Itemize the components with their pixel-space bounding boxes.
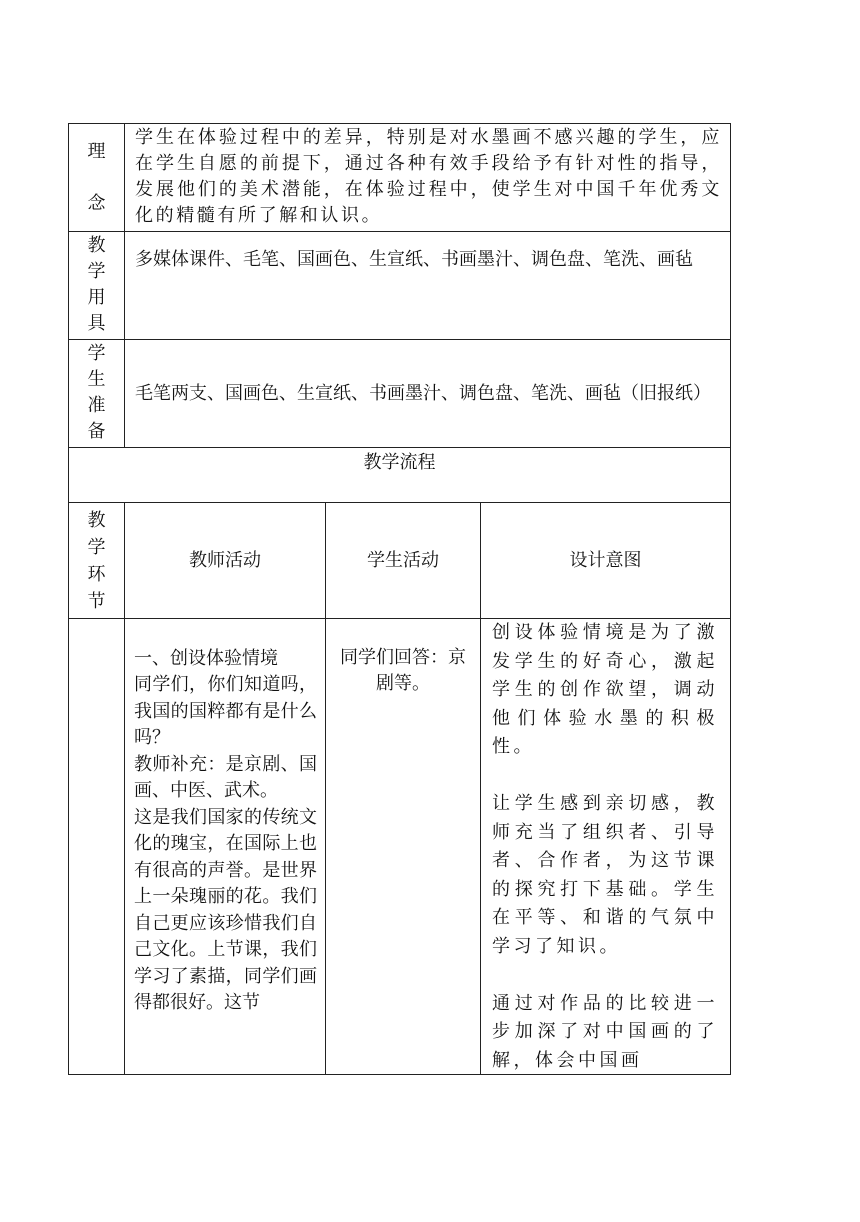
first-stage-cell bbox=[69, 619, 125, 1075]
philosophy-text-cell bbox=[125, 124, 731, 232]
philosophy-label-cell bbox=[69, 124, 125, 232]
flow-title-cell bbox=[69, 448, 731, 503]
tools-text-cell bbox=[125, 232, 731, 340]
prep-row bbox=[69, 340, 731, 448]
philosophy-row bbox=[69, 124, 731, 232]
header-student: 学生活动 bbox=[367, 549, 439, 571]
first-intent-text: 创设体验情境是为了激发学生的好奇心，激起学生的创作欲望，调动他们体验水墨的积极性。 让学生感到亲切感，教师充当了组织者、引导者、合作者，为这节课的探究打下基础。学生在平等、和谐的气氛中学习了知识。 通过对作品的比较进一步加深了对中国画的了解，体会中国画 bbox=[492, 622, 718, 1071]
header-intent: 设计意图 bbox=[569, 549, 642, 571]
tools-label-cell bbox=[69, 232, 125, 340]
prep-text-cell bbox=[125, 340, 731, 448]
header-intent-cell bbox=[481, 503, 731, 619]
flow-title: 教学流程 bbox=[363, 452, 436, 473]
philosophy-text: 学生在体验过程中的差异，特别是对水墨画不感兴趣的学生，应在学生自愿的前提下，通过各种有效手段给予有针对性的指导，发展他们的美术潜能，在体验过程中，使学生对中国千年优秀文化的精髓有所了解和认识。 bbox=[135, 127, 722, 226]
flow-title-row bbox=[69, 448, 731, 503]
philosophy-label: 理 念 bbox=[87, 140, 106, 214]
first-student-text: 同学们回答：京剧等。 bbox=[340, 647, 466, 694]
lesson-plan-table bbox=[68, 123, 731, 1075]
tools-text: 多媒体课件、毛笔、国画色、生宣纸、书画墨汁、调色盘、笔洗、画毡 bbox=[135, 249, 693, 270]
header-stage: 教 学 环 节 bbox=[87, 509, 106, 612]
header-student-cell bbox=[326, 503, 481, 619]
tools-row bbox=[69, 232, 731, 340]
first-teacher-text: 一、创设体验情境 同学们，你们知道吗，我国的国粹都有是什么吗？ 教师补充：是京剧、国画、中医、武术。 这是我们国家的传统文化的瑰宝，在国际上也有很高的声誉。是世界上一朵瑰丽的花。我们自己更应该珍惜我们自己文化。上节课，我们学习了素描，同学们画得都很好。这节 bbox=[134, 647, 317, 1013]
prep-label: 学 生 准 备 bbox=[87, 343, 106, 442]
header-teacher: 教师活动 bbox=[189, 549, 261, 571]
first-intent-cell bbox=[481, 619, 731, 1075]
tools-label: 教 学 用 具 bbox=[87, 235, 106, 334]
first-student-cell bbox=[326, 619, 481, 1075]
first-teacher-cell bbox=[125, 619, 326, 1075]
first-stage-row bbox=[69, 619, 731, 1075]
header-row bbox=[69, 503, 731, 619]
header-stage-cell bbox=[69, 503, 125, 619]
prep-label-cell bbox=[69, 340, 125, 448]
prep-text: 毛笔两支、国画色、生宣纸、书画墨汁、调色盘、笔洗、画毡（旧报纸） bbox=[135, 382, 711, 404]
header-teacher-cell bbox=[125, 503, 326, 619]
